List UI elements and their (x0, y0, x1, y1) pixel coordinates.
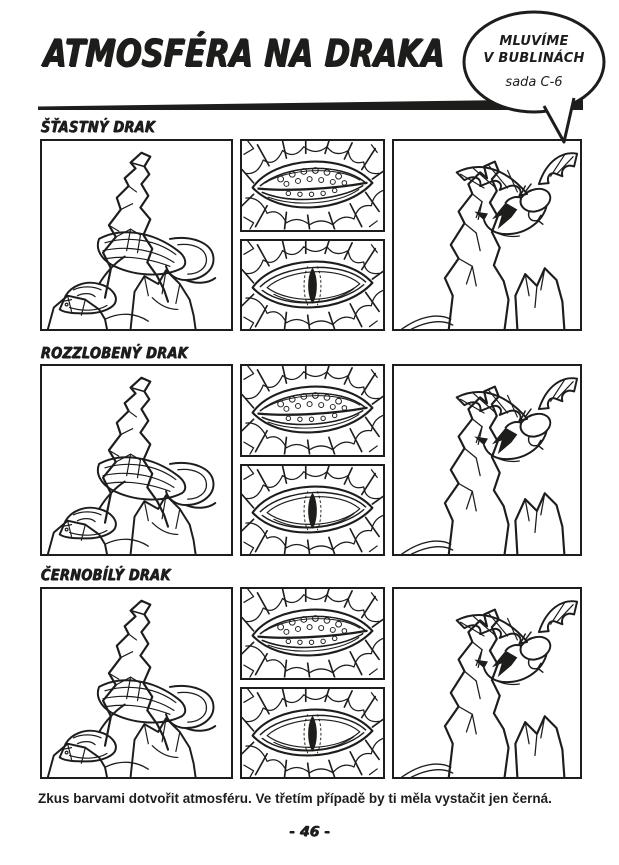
page-title: ATMOSFÉRA NA DRAKA (42, 32, 446, 76)
sleeping-dragon-illustration (42, 366, 231, 554)
eye-panel-column (240, 139, 385, 331)
speech-bubble-text (462, 14, 606, 110)
flying-dragon-illustration (394, 366, 580, 554)
page-caption: Zkus barvami dotvořit atmosféru. Ve třetím případě by ti měla vystačit jen černá. (38, 791, 552, 806)
panel-row-bw-dragon (40, 587, 582, 779)
panel-sleeping-dragon (40, 587, 233, 779)
section-label-bw-dragon: ČERNOBÍLÝ DRAK (40, 566, 171, 585)
open-dragon-eye-illustration (242, 241, 383, 330)
section-label-angry-dragon: ROZZLOBENÝ DRAK (40, 344, 189, 363)
section-label-happy-dragon: ŠŤASTNÝ DRAK (40, 118, 156, 137)
panel-eye-open (240, 464, 385, 557)
eye-panel-column (240, 587, 385, 779)
panel-flying-dragon (392, 364, 582, 556)
panel-sleeping-dragon (40, 364, 233, 556)
open-dragon-eye-illustration (242, 466, 383, 555)
bubble-line-2: V BUBLINÁCH (483, 51, 585, 67)
open-dragon-eye-illustration (242, 689, 383, 778)
panel-eye-open (240, 239, 385, 332)
panel-eye-closed (240, 587, 385, 680)
closed-dragon-eye-illustration (242, 366, 383, 455)
eye-panel-column (240, 364, 385, 556)
panel-eye-open (240, 687, 385, 780)
panel-row-happy-dragon (40, 139, 582, 331)
panel-eye-closed (240, 139, 385, 232)
bubble-set-code: sada C-6 (505, 74, 563, 90)
flying-dragon-illustration (394, 141, 580, 329)
closed-dragon-eye-illustration (242, 589, 383, 678)
panel-flying-dragon (392, 587, 582, 779)
panel-row-angry-dragon (40, 364, 582, 556)
closed-dragon-eye-illustration (242, 141, 383, 230)
panel-eye-closed (240, 364, 385, 457)
bubble-line-1: MLUVÍME (499, 33, 569, 49)
page-number: - 46 - (288, 824, 331, 840)
flying-dragon-illustration (394, 589, 580, 777)
sleeping-dragon-illustration (42, 589, 231, 777)
panel-sleeping-dragon (40, 139, 233, 331)
panel-flying-dragon (392, 139, 582, 331)
sleeping-dragon-illustration (42, 141, 231, 329)
